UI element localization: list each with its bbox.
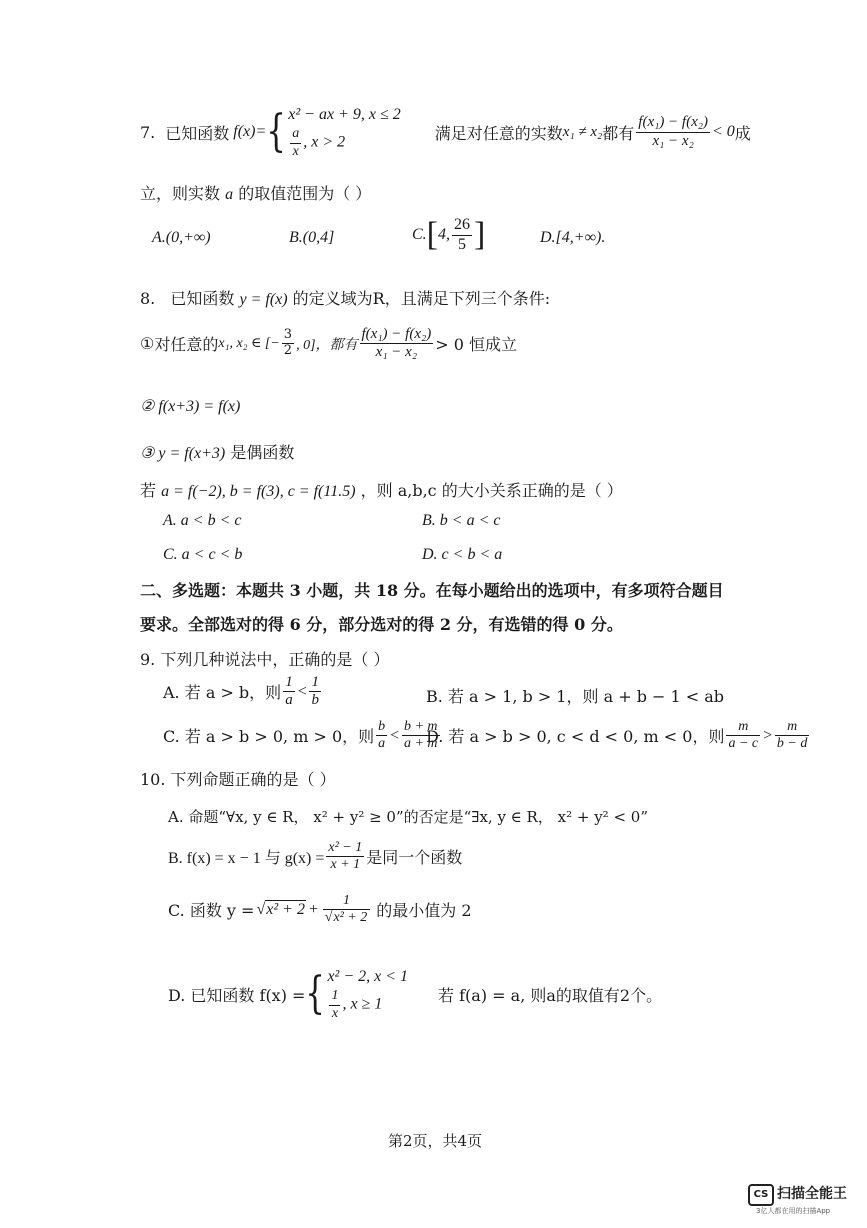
q7-option-c-num: 26 [452, 216, 472, 235]
q7-line2-end: 的取值范围为（ ） [238, 184, 372, 203]
q8-c1-math2: , 0]，都有 [296, 337, 358, 353]
q7-cond-text2: 都有 [602, 123, 635, 143]
q10-d-case2-cond: , x ≥ 1 [342, 995, 383, 1013]
q7-cases [288, 104, 400, 159]
q10-d-case1: x² − 2, x < 1 [327, 968, 409, 986]
q7-frac-den: x₁ − x₂ [652, 132, 694, 149]
q8-c3-end: 是偶函数 [230, 443, 295, 462]
q9-option-d [426, 719, 811, 752]
q10-c-sqrt: x² + 2 [266, 900, 305, 918]
q8-condition-3 [140, 440, 294, 463]
q7-line2-text: 立，则实数 [140, 184, 221, 203]
scanner-subtitle: 3亿人都在用的扫描App [756, 1207, 831, 1215]
q7-func: f(x)= [233, 123, 267, 140]
q9-option-c [163, 719, 442, 752]
q7-number: 7. [140, 122, 156, 142]
q9-a-n1: 1 [283, 674, 295, 692]
q7-option-a: A.(0,+∞) [152, 229, 211, 246]
q9-c-pre: C. 若 a > b > 0, m > 0，则 [163, 727, 375, 747]
q8-number: 8. [140, 289, 156, 308]
q10-stem: 10. 下列命题正确的是（ ） [140, 770, 336, 789]
q8-condition-2: ② f(x+3) = f(x) [140, 398, 241, 415]
q9-d-pre: D. 若 a > b > 0, c < d < 0, m < 0，则 [426, 727, 725, 747]
q10-c-den: x² + 2 [333, 910, 368, 926]
q7-option-c-label: C. [412, 226, 427, 243]
q8-c1-num: f(x₁) − f(x₂) [360, 326, 434, 344]
q9-stem: 9. 下列几种说法中，正确的是（ ） [140, 650, 390, 669]
q10-c-pre: C. 函数 y = [168, 901, 255, 921]
scanner-logo: CS [748, 1184, 774, 1206]
q8-given-math: a = f(−2), b = f(3), c = f(11.5) [161, 483, 356, 500]
q8-given-end: ，则 a,b,c 的大小关系正确的是（ ） [360, 481, 623, 500]
q7-tail: 成 [734, 123, 751, 143]
q9-a-d2: b [311, 692, 319, 709]
scanner-name: 扫描全能王 [777, 1186, 847, 1202]
q9-d-d2: b − d [776, 736, 808, 752]
q9-d-d1: a − c [728, 736, 759, 752]
q10-b-den: x + 1 [330, 857, 361, 873]
q10-d-end: 若 f(a) = a, 则a的取值有2个。 [438, 985, 663, 1005]
q10-d-brace: { [305, 968, 326, 1019]
q7-case2-cond: , x > 2 [303, 133, 346, 151]
q8-stem-text: 已知函数 [170, 289, 235, 308]
q8-condition-1 [140, 326, 517, 362]
q7-option-c-lbracket: [ [426, 216, 438, 253]
q8-c1-mark: ① [140, 334, 155, 354]
q9-d-gt: > [762, 726, 773, 744]
q9-a-pre: A. 若 a > b，则 [163, 683, 282, 703]
q8-stem-end: 的定义域为R，且满足下列三个条件: [292, 289, 551, 308]
q10-option-d [168, 958, 662, 1030]
q10-c-num: 1 [323, 893, 371, 910]
q7-case2-den: x [292, 143, 299, 159]
q10-b-pre: B. f(x) = x − 1 与 g(x) = [168, 850, 325, 868]
q8-stem [140, 286, 550, 309]
q10-option-c: C. 函数 y = √x² + 2 + $\frac{1}{\text{√x² + 2}}$ 的最小值为 2 [168, 893, 472, 926]
q7-option-c-den: 5 [458, 235, 466, 253]
q10-c-end: 的最小值为 2 [376, 901, 472, 921]
q8-stem-math: y = f(x) [239, 291, 288, 308]
q7-case2-num: a [290, 126, 301, 143]
q7-option-c [412, 216, 485, 254]
q7-line2 [140, 181, 371, 204]
q9-a-lt: < [296, 682, 308, 700]
q9-c-d2: a + m [403, 736, 438, 752]
q8-option-b: B. b < a < c [422, 512, 501, 529]
q9-c-lt: < [389, 726, 400, 744]
q9-a-n2: 1 [309, 674, 321, 692]
q8-c1-end: > 0 恒成立 [435, 335, 517, 355]
q10-option-b [168, 840, 462, 873]
page-footer: 第2页，共4页 [388, 1132, 483, 1150]
q8-c1-den: x₁ − x₂ [375, 344, 418, 361]
q10-d-cases [327, 966, 408, 1021]
q9-c-n1: b [376, 719, 387, 736]
q9-option-a [163, 674, 323, 710]
q7-option-c-left: 4, [438, 226, 450, 243]
q9-c-n2: b + m [402, 719, 440, 736]
q7-option-c-rbracket: ] [474, 216, 486, 253]
q8-option-a: A. a < b < c [163, 512, 242, 529]
q7-cond-math: x₁ ≠ x₂ [562, 123, 603, 140]
q7-frac-num: f(x₁) − f(x₂) [636, 114, 710, 132]
q10-d-case2-num: 1 [329, 988, 340, 1005]
q7-option-b: B.(0,4] [289, 229, 335, 246]
q9-d-n1: m [726, 719, 760, 736]
q8-c1-frac-num: 3 [283, 327, 293, 343]
q7-ineq: < 0 [711, 123, 735, 140]
q10-d-case2-den: x [331, 1005, 339, 1021]
q9-option-b: B. 若 a > 1, b > 1，则 a + b − 1 < ab [426, 687, 725, 706]
q8-given-text: 若 [140, 481, 157, 500]
q7-intro: 已知函数 [165, 123, 230, 143]
q10-d-pre: D. 已知函数 f(x) = [168, 985, 306, 1005]
q8-option-c: C. a < c < b [163, 546, 243, 563]
q7-line1 [140, 100, 751, 164]
section2-line2: 要求。全部选对的得 6 分，部分选对的得 2 分，有选错的得 0 分。 [140, 615, 623, 634]
q9-c-d1: a [378, 736, 386, 752]
q8-given [140, 478, 623, 501]
q10-b-end: 是同一个函数 [366, 848, 463, 868]
q7-var: a [225, 186, 234, 203]
q8-c1-frac-den: 2 [283, 343, 293, 359]
q10-c-plus: + [307, 900, 319, 918]
q7-option-d: D.[4,+∞). [540, 229, 606, 246]
q9-a-d1: a [285, 692, 293, 709]
q8-c1-text: 对任意的 [154, 335, 219, 355]
q10-option-a: A. 命题“∀x, y ∈ R， x² + y² ≥ 0”的否定是“∃x, y ∈ R， x² + y² < 0” [168, 808, 649, 826]
q9-d-n2: m [775, 719, 809, 736]
q7-case1: x² − ax + 9, x ≤ 2 [288, 106, 401, 124]
section2-line1: 二、多选题：本题共 3 小题，共 18 分。在每小题给出的选项中，有多项符合题目 [140, 581, 724, 600]
q7-cond-text: 满足对任意的实数 [434, 123, 563, 143]
q8-c3-math: ③ y = f(x+3) [140, 445, 226, 462]
q8-c1-math: x₁, x₂ ∈ [− [218, 336, 280, 352]
q10-b-num: x² − 1 [326, 840, 364, 857]
q8-option-d: D. c < b < a [422, 546, 503, 563]
q7-brace: { [266, 106, 287, 157]
